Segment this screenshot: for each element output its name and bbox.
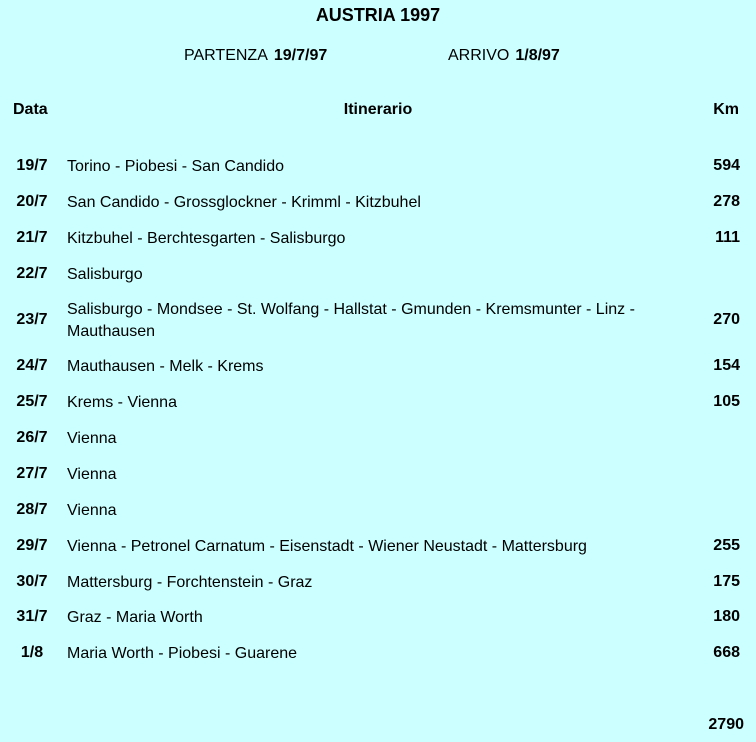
- row-date: 1/8: [20, 644, 44, 661]
- row-date: 22/7: [16, 265, 48, 282]
- row-date: 21/7: [16, 229, 48, 246]
- row-route: Vienna: [67, 466, 117, 483]
- row-km: 105: [713, 393, 740, 410]
- row-km: 270: [713, 311, 740, 328]
- row-date: 24/7: [16, 357, 48, 374]
- table-row: [0, 607, 756, 629]
- row-date: 29/7: [16, 537, 48, 554]
- row-date: 26/7: [16, 429, 48, 446]
- row-date: 28/7: [16, 501, 48, 518]
- table-row: [0, 428, 756, 450]
- row-km: 255: [713, 537, 740, 554]
- row-route: San Candido - Grossglockner - Krimml - Kitzbuhel: [67, 194, 421, 211]
- row-date: 31/7: [16, 608, 48, 625]
- row-route: Vienna - Petronel Carnatum - Eisenstadt - Wiener Neustadt - Mattersburg: [67, 538, 587, 555]
- table-row: [0, 156, 756, 178]
- row-date: 27/7: [16, 465, 48, 482]
- table-row: [0, 464, 756, 486]
- row-route: Torino - Piobesi - San Candido: [67, 158, 285, 175]
- row-route: Kitzbuhel - Berchtesgarten - Salisburgo: [67, 230, 346, 247]
- row-route: Salisburgo - Mondsee - St. Wolfang - Hallstat - Gmunden - Kremsmunter - Linz - Mauthausen: [67, 301, 635, 340]
- row-route: Salisburgo: [67, 266, 143, 283]
- header-km: Km: [713, 101, 739, 118]
- departure-date: 19/7/97: [273, 47, 328, 64]
- row-date: 30/7: [16, 573, 48, 590]
- row-route: Vienna: [67, 502, 117, 519]
- row-date: 19/7: [16, 157, 48, 174]
- row-km: 111: [715, 229, 740, 246]
- table-row: [0, 264, 756, 286]
- row-route: Mattersburg - Forchtenstein - Graz: [67, 574, 313, 591]
- table-row: [0, 192, 756, 214]
- row-date: 25/7: [16, 393, 48, 410]
- row-route: Maria Worth - Piobesi - Guarene: [67, 645, 298, 662]
- header-date: Data: [13, 101, 48, 118]
- row-route: Graz - Maria Worth: [67, 609, 203, 626]
- row-route: Vienna: [67, 430, 117, 447]
- departure-label: PARTENZA: [184, 47, 268, 64]
- table-row: [0, 392, 756, 414]
- row-km: 154: [713, 357, 740, 374]
- table-row: [0, 500, 756, 522]
- total-km: 2790: [708, 716, 744, 733]
- page-title: AUSTRIA 1997: [315, 5, 441, 25]
- departure-info: [184, 47, 327, 65]
- arrival-label: ARRIVO: [448, 47, 510, 64]
- header-itinerary: Itinerario: [343, 101, 413, 118]
- row-route: Krems - Vienna: [67, 394, 177, 411]
- row-km: 278: [713, 193, 740, 210]
- table-row: [0, 572, 756, 594]
- table-row: [0, 536, 756, 558]
- row-km: 594: [713, 157, 740, 174]
- row-route: Mauthausen - Melk - Krems: [67, 358, 264, 375]
- row-km: 668: [713, 644, 740, 661]
- arrival-date: 1/8/97: [515, 47, 560, 64]
- table-row: [0, 228, 756, 250]
- row-date: 20/7: [16, 193, 48, 210]
- table-row: [0, 356, 756, 378]
- row-km: 180: [713, 608, 740, 625]
- row-date: 23/7: [16, 311, 48, 328]
- table-row: [0, 299, 756, 343]
- row-km: 175: [713, 573, 740, 590]
- arrival-info: [448, 47, 560, 65]
- table-row: [0, 643, 756, 665]
